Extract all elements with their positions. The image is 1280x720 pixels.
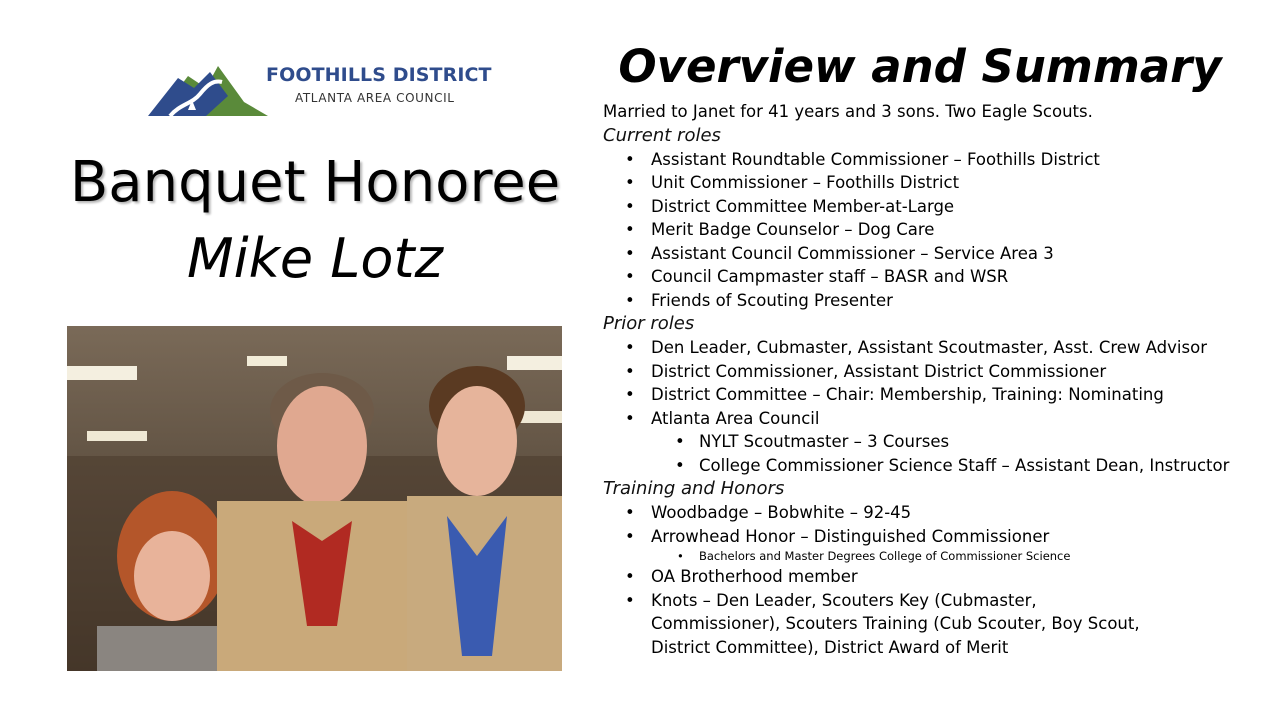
list-item: • District Committee – Chair: Membership, Training: Nominating bbox=[603, 383, 1263, 407]
list-item: • Assistant Council Commissioner – Service Area 3 bbox=[603, 242, 1263, 266]
honoree-label: Banquet Honoree bbox=[69, 150, 561, 215]
current-roles-title: Current roles bbox=[603, 124, 721, 146]
sub-list-item: • College Commissioner Science Staff – Assistant Dean, Instructor bbox=[603, 454, 1263, 478]
training-list bbox=[603, 501, 1263, 659]
prior-roles-title: Prior roles bbox=[603, 313, 695, 334]
list-item: • Unit Commissioner – Foothills District bbox=[603, 171, 1263, 195]
training-title: Training and Honors bbox=[603, 478, 785, 499]
sub-list-item: • NYLT Scoutmaster – 3 Courses bbox=[603, 430, 1263, 454]
list-item: • Den Leader, Cubmaster, Assistant Scoutmaster, Asst. Crew Advisor bbox=[603, 336, 1263, 360]
list-item: • Council Campmaster staff – BASR and WSR bbox=[603, 265, 1263, 289]
list-item: • Atlanta Area Council bbox=[603, 407, 1263, 431]
list-item: • Woodbadge – Bobwhite – 92-45 bbox=[603, 501, 1263, 525]
list-item: • Arrowhead Honor – Distinguished Commissioner bbox=[603, 525, 1263, 549]
list-item: • District Commissioner, Assistant District Commissioner bbox=[603, 360, 1263, 384]
honoree-photo bbox=[67, 326, 562, 671]
list-item: • Friends of Scouting Presenter bbox=[603, 289, 1263, 313]
list-item: • Assistant Roundtable Commissioner – Foothills District bbox=[603, 148, 1263, 172]
list-item: • OA Brotherhood member bbox=[603, 565, 1263, 589]
list-item: • District Committee Member-at-Large bbox=[603, 195, 1263, 219]
summary-heading: Overview and Summary bbox=[618, 40, 1222, 93]
mountain-fleur-de-lis-icon bbox=[148, 58, 268, 120]
list-item: • Merit Badge Counselor – Dog Care bbox=[603, 218, 1263, 242]
summary-body bbox=[603, 100, 1263, 659]
honoree-name: Mike Lotz bbox=[187, 227, 443, 290]
logo-title: FOOTHILLS DISTRICT bbox=[266, 64, 492, 86]
sub-list-item: • Bachelors and Master Degrees College of Commissioner Science bbox=[603, 548, 1263, 565]
logo-subtitle: ATLANTA AREA COUNCIL bbox=[295, 91, 455, 105]
prior-roles-list bbox=[603, 336, 1263, 477]
list-item: • Knots – Den Leader, Scouters Key (Cubmaster, Commissioner), Scouters Training (Cub Scouter, Boy Scout, District Committee), District Award of Merit bbox=[603, 589, 1171, 660]
intro-text: Married to Janet for 41 years and 3 sons. Two Eagle Scouts. bbox=[603, 102, 1093, 121]
district-logo bbox=[148, 58, 493, 124]
current-roles-list bbox=[603, 148, 1263, 313]
